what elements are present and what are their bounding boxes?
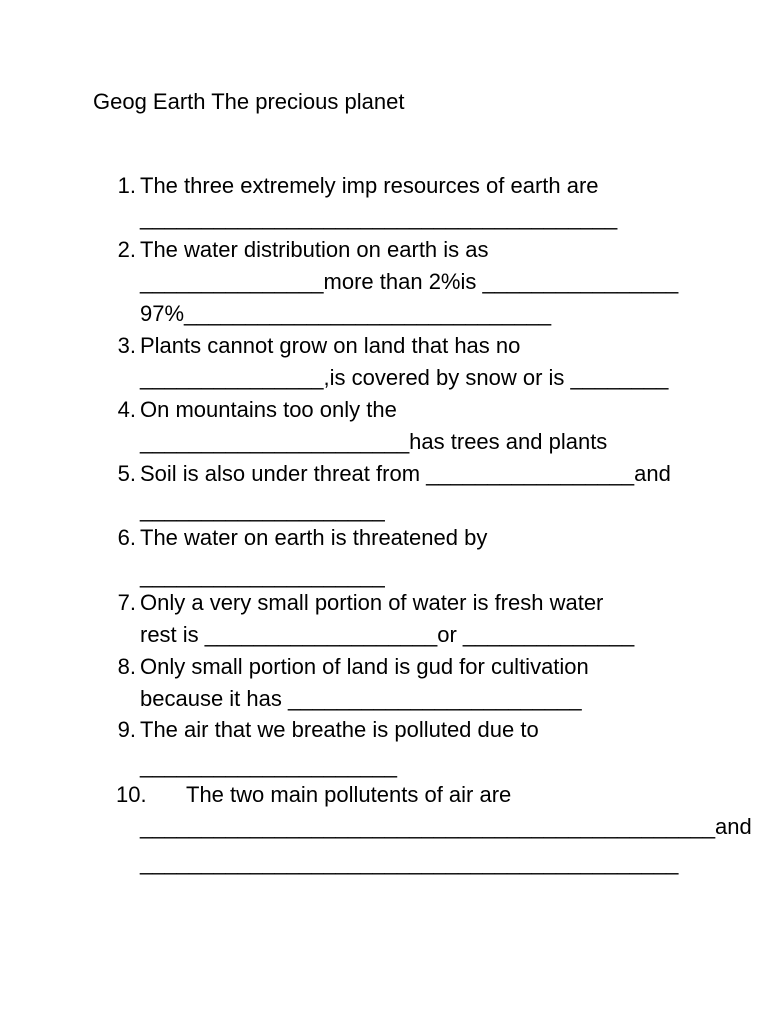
item-number: 1. — [117, 173, 136, 198]
answer-blank: ____________________ — [140, 497, 385, 522]
item-text: The water on earth is threatened by — [140, 525, 488, 550]
item-text: 97%______________________________ — [140, 301, 552, 326]
item-number: 10. — [116, 782, 147, 807]
item-number: 5. — [117, 461, 136, 486]
item-number: 7. — [117, 590, 136, 615]
item-number: 8. — [117, 654, 136, 679]
item-text: _______________,is covered by snow or is ________ — [140, 365, 669, 390]
item-text: _______________more than 2%is ________________ — [140, 269, 679, 294]
answer-blank: _____________________ — [140, 753, 397, 778]
item-text: Only a very small portion of water is fresh water — [140, 590, 604, 615]
item-number: 3. — [117, 333, 136, 358]
answer-blank: _______________________________________ — [140, 205, 618, 230]
item-text: Only small portion of land is gud for cultivation — [140, 654, 589, 679]
item-text: _______________________________________________and — [140, 814, 752, 839]
item-text: The three extremely imp resources of earth are — [140, 173, 599, 198]
item-text: because it has ________________________ — [140, 686, 582, 711]
item-text: Soil is also under threat from _________________and — [140, 461, 671, 486]
item-number: 2. — [117, 237, 136, 262]
item-text: On mountains too only the — [140, 397, 397, 422]
item-text: Plants cannot grow on land that has no — [140, 333, 521, 358]
item-text: The air that we breathe is polluted due to — [140, 717, 539, 742]
item-number: 4. — [117, 397, 136, 422]
item-number: 9. — [117, 717, 136, 742]
answer-blank: ____________________________________________ — [140, 850, 679, 875]
answer-blank: ____________________ — [140, 563, 385, 588]
page-title: Geog Earth The precious planet — [93, 89, 405, 114]
item-text: ______________________has trees and plants — [140, 429, 608, 454]
item-text: The two main pollutents of air are — [186, 782, 512, 807]
item-text: rest is ___________________or ______________ — [140, 622, 635, 647]
item-number: 6. — [117, 525, 136, 550]
item-text: The water distribution on earth is as — [140, 237, 489, 262]
